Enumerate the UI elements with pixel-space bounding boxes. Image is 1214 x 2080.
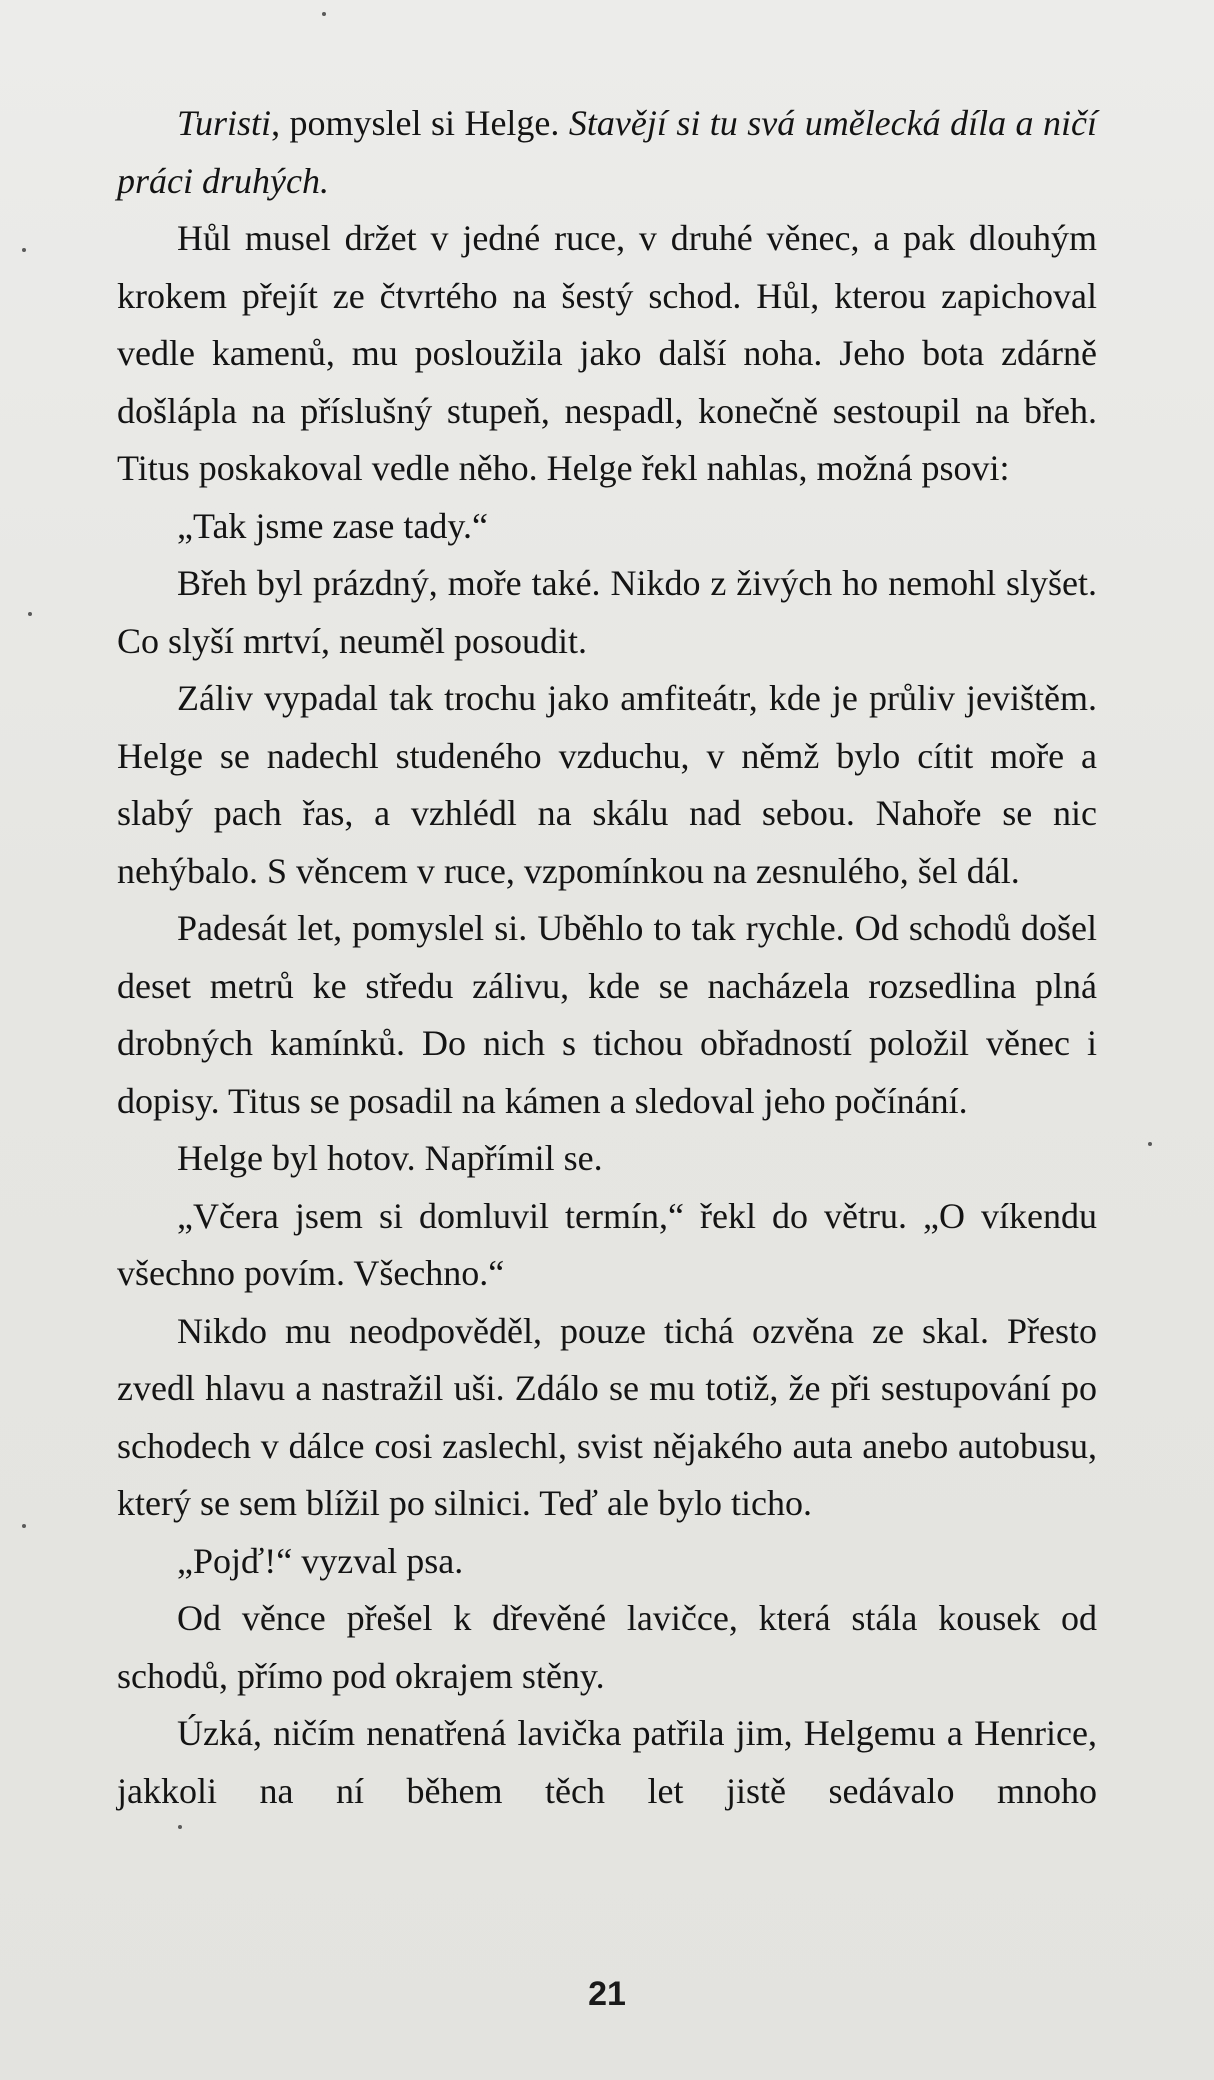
paper-speck [28,612,32,616]
text-run: Hůl musel držet v jedné ruce, v druhé věnec, a pak dlouhým krokem přejít ze čtvrtého na šestý schod. Hůl, kterou zapichoval vedle kamenů, mu posloužila jako další noha. Jeho bota zdárně došlápla na příslušný stupeň, nespadl, konečně sestoupil na břeh. Titus poskakoval vedle něho. Helge řekl nahlas, možná psovi: [117,218,1097,488]
text-run: Nikdo mu neodpověděl, pouze tichá ozvěna ze skal. Přesto zvedl hlavu a nastražil uši. Zdálo se mu totiž, že při sestupování po schodech v dálce cosi zaslechl, svist nějakého auta anebo autobusu, který se sem blížil po silnici. Teď ale bylo ticho. [117,1310,1097,1523]
paragraph [117,1705,1097,1820]
text-run: Helge byl hotov. Napřímil se. [177,1138,603,1178]
paragraph [117,1533,1097,1591]
text-run: Břeh byl prázdný, moře také. Nikdo z živých ho nemohl slyšet. Co slyší mrtví, neuměl posoudit. [117,563,1097,661]
text-run: Záliv vypadal tak trochu jako amfiteátr, kde je průliv jevištěm. Helge se nadechl studeného vzduchu, v němž bylo cítit moře a slabý pach řas, a vzhlédl na skálu nad sebou. Nahoře se nic nehýbalo. S věncem v ruce, vzpomínkou na zesnulého, šel dál. [117,678,1097,891]
paragraph [117,1303,1097,1533]
text-run: „Včera jsem si domluvil termín,“ řekl do větru. „O víkendu všechno povím. Všechno.“ [117,1195,1097,1293]
paper-speck [322,12,326,16]
paper-speck [178,1825,182,1829]
text-run: „Pojď!“ vyzval psa. [177,1540,464,1581]
text-run: , pomyslel si Helge. [271,103,569,143]
body-text [117,95,1097,1820]
paragraph [117,900,1097,1130]
paragraph [117,555,1097,670]
text-run: Padesát let, pomyslel si. Uběhlo to tak rychle. Od schodů došel deset metrů ke středu zálivu, kde se nacházela rozsedlina plná drobných kamínků. Do nich s tichou obřadností položil věnec i dopisy. Titus se posadil na kámen a sledoval jeho počínání. [117,908,1097,1121]
paragraph [117,95,1097,210]
paragraph [117,670,1097,900]
paragraph [117,1130,1097,1188]
paragraph [117,210,1097,498]
italic-text-run: Stavějí si tu svá umělecká díla a ničí práci druhých. [117,103,1097,201]
paragraph [117,498,1097,556]
italic-text-run: Turisti [177,103,272,143]
paragraph [117,1188,1097,1303]
paper-speck [22,248,26,252]
page-number: 21 [588,1975,626,2013]
text-run: Od věnce přešel k dřevěné lavičce, která stála kousek od schodů, přímo pod okrajem stěny. [117,1598,1097,1696]
paper-speck [22,1524,26,1528]
text-run: Úzká, ničím nenatřená lavička patřila jim, Helgemu a Henrice, jakkoli na ní během těch let jistě sedávalo mnoho [117,1713,1097,1811]
text-run: „Tak jsme zase tady.“ [177,505,488,546]
paper-speck [1148,1142,1152,1146]
paragraph [117,1590,1097,1705]
